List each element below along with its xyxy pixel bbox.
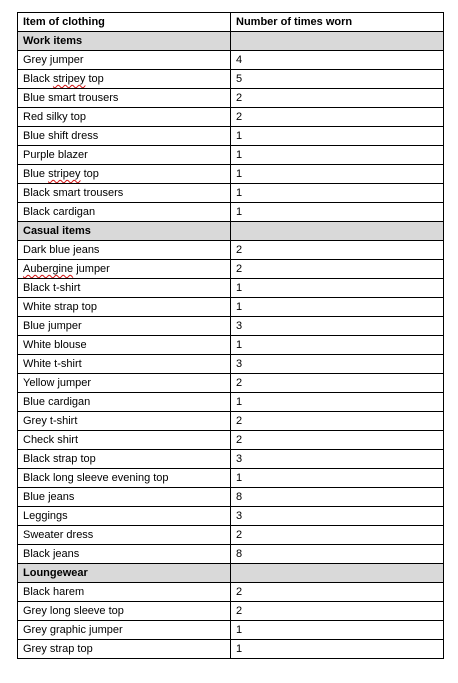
table-row (18, 184, 444, 203)
count-cell: 1 (231, 469, 444, 488)
item-cell: Grey long sleeve top (18, 602, 231, 621)
table-row (18, 583, 444, 602)
item-cell: White blouse (18, 336, 231, 355)
count-cell: 2 (231, 260, 444, 279)
spellcheck-flagged-word: stripey (48, 168, 81, 180)
table-row (18, 298, 444, 317)
section-empty-cell (231, 222, 444, 241)
item-cell: Black cardigan (18, 203, 231, 222)
table-row (18, 51, 444, 70)
table-row (18, 602, 444, 621)
count-cell: 1 (231, 165, 444, 184)
table-row (18, 108, 444, 127)
clothing-table (17, 12, 444, 659)
item-cell: Purple blazer (18, 146, 231, 165)
table-row (18, 260, 444, 279)
count-cell: 1 (231, 279, 444, 298)
count-cell: 2 (231, 583, 444, 602)
table-row (18, 165, 444, 184)
table-row (18, 526, 444, 545)
header-row (18, 13, 444, 32)
item-cell: Grey t-shirt (18, 412, 231, 431)
section-empty-cell (231, 564, 444, 583)
table-row (18, 469, 444, 488)
item-cell: Blue shift dress (18, 127, 231, 146)
table-row (18, 488, 444, 507)
item-cell: Yellow jumper (18, 374, 231, 393)
count-cell: 1 (231, 336, 444, 355)
section-row (18, 564, 444, 583)
count-cell: 2 (231, 412, 444, 431)
count-cell: 3 (231, 355, 444, 374)
table-row (18, 317, 444, 336)
table-row (18, 146, 444, 165)
item-cell: Black harem (18, 583, 231, 602)
item-cell: Grey strap top (18, 640, 231, 659)
item-cell: Black t-shirt (18, 279, 231, 298)
section-title: Loungewear (18, 564, 231, 583)
item-cell: Black strap top (18, 450, 231, 469)
item-cell: Check shirt (18, 431, 231, 450)
count-cell: 1 (231, 146, 444, 165)
count-cell: 1 (231, 393, 444, 412)
section-title: Casual items (18, 222, 231, 241)
table-body (18, 32, 444, 659)
table-row (18, 412, 444, 431)
item-cell: Grey jumper (18, 51, 231, 70)
table-row (18, 374, 444, 393)
item-cell: Aubergine jumper (18, 260, 231, 279)
table-row (18, 241, 444, 260)
count-cell: 1 (231, 298, 444, 317)
item-cell: Black long sleeve evening top (18, 469, 231, 488)
section-row (18, 222, 444, 241)
table-row (18, 336, 444, 355)
table-row (18, 393, 444, 412)
count-cell: 1 (231, 640, 444, 659)
item-cell: Black stripey top (18, 70, 231, 89)
spellcheck-flagged-word: stripey (52, 73, 86, 85)
count-cell: 4 (231, 51, 444, 70)
item-cell: Red silky top (18, 108, 231, 127)
count-cell: 3 (231, 450, 444, 469)
count-cell: 1 (231, 184, 444, 203)
header-item-of-clothing: Item of clothing (18, 13, 231, 32)
count-cell: 8 (231, 545, 444, 564)
count-cell: 2 (231, 431, 444, 450)
item-cell: Blue jumper (18, 317, 231, 336)
count-cell: 2 (231, 526, 444, 545)
item-cell: Blue smart trousers (18, 89, 231, 108)
count-cell: 1 (231, 621, 444, 640)
item-cell: Sweater dress (18, 526, 231, 545)
item-cell: Black smart trousers (18, 184, 231, 203)
count-cell: 2 (231, 108, 444, 127)
item-cell: White t-shirt (18, 355, 231, 374)
count-cell: 2 (231, 241, 444, 260)
table-row (18, 545, 444, 564)
item-cell: Blue jeans (18, 488, 231, 507)
section-title: Work items (18, 32, 231, 51)
table-row (18, 507, 444, 526)
table-row (18, 203, 444, 222)
count-cell: 1 (231, 127, 444, 146)
item-cell: Black jeans (18, 545, 231, 564)
table-row (18, 127, 444, 146)
spellcheck-flagged-word: Aubergine (23, 263, 74, 275)
section-row (18, 32, 444, 51)
item-cell: Leggings (18, 507, 231, 526)
table-row (18, 450, 444, 469)
header-number-of-times-worn: Number of times worn (231, 13, 444, 32)
item-cell: Blue cardigan (18, 393, 231, 412)
count-cell: 3 (231, 507, 444, 526)
count-cell: 1 (231, 203, 444, 222)
item-cell: White strap top (18, 298, 231, 317)
count-cell: 2 (231, 602, 444, 621)
table-row (18, 279, 444, 298)
section-empty-cell (231, 32, 444, 51)
table-row (18, 89, 444, 108)
count-cell: 8 (231, 488, 444, 507)
count-cell: 5 (231, 70, 444, 89)
table-row (18, 621, 444, 640)
table-row (18, 355, 444, 374)
item-cell: Blue stripey top (18, 165, 231, 184)
count-cell: 3 (231, 317, 444, 336)
count-cell: 2 (231, 89, 444, 108)
item-cell: Grey graphic jumper (18, 621, 231, 640)
item-cell: Dark blue jeans (18, 241, 231, 260)
table-row (18, 431, 444, 450)
count-cell: 2 (231, 374, 444, 393)
table-row (18, 640, 444, 659)
table-row (18, 70, 444, 89)
